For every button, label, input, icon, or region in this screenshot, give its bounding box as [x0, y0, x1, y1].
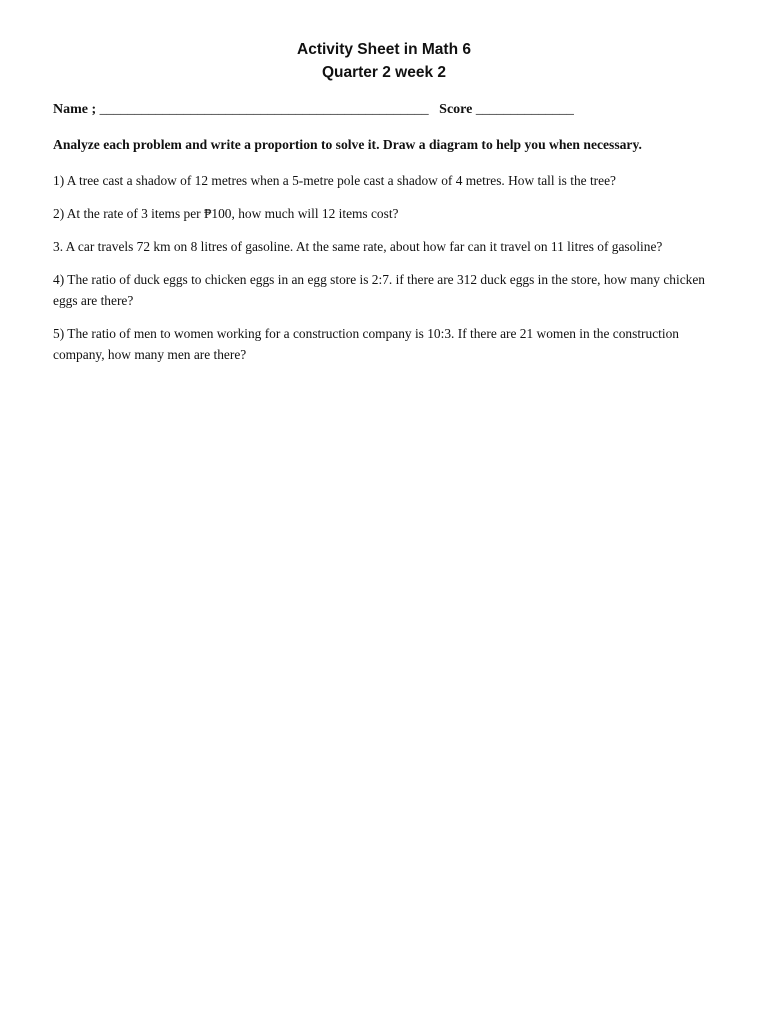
title-line-1: Activity Sheet in Math 6	[297, 41, 471, 58]
score-label: Score	[439, 102, 473, 117]
problem-1: 1) A tree cast a shadow of 12 metres when a 5-metre pole cast a shadow of 4 metres. How tall is the tree?	[53, 173, 616, 188]
title-line-2: Quarter 2 week 2	[321, 64, 447, 81]
problem-list	[53, 170, 718, 377]
problem-5: 5) The ratio of men to women working for a construction company is 10:3. If there are 21 women in the construction company, how many men are there?	[53, 326, 679, 362]
worksheet-title	[0, 38, 768, 84]
name-blank-line: _______________________________________________	[99, 102, 429, 117]
name-label: Name ;	[53, 102, 97, 117]
problem-4: 4) The ratio of duck eggs to chicken eggs in an egg store is 2:7. if there are 312 duck eggs in the store, how many chicken eggs are there?	[53, 272, 705, 308]
score-blank-line: ______________	[475, 102, 574, 117]
problem-3: 3. A car travels 72 km on 8 litres of gasoline. At the same rate, about how far can it travel on 11 litres of gasoline?	[53, 239, 663, 254]
problem-2: 2) At the rate of 3 items per ₱100, how much will 12 items cost?	[53, 206, 399, 221]
instructions-text: Analyze each problem and write a proportion to solve it. Draw a diagram to help you when necessary.	[53, 137, 642, 152]
name-score-row	[53, 102, 713, 118]
